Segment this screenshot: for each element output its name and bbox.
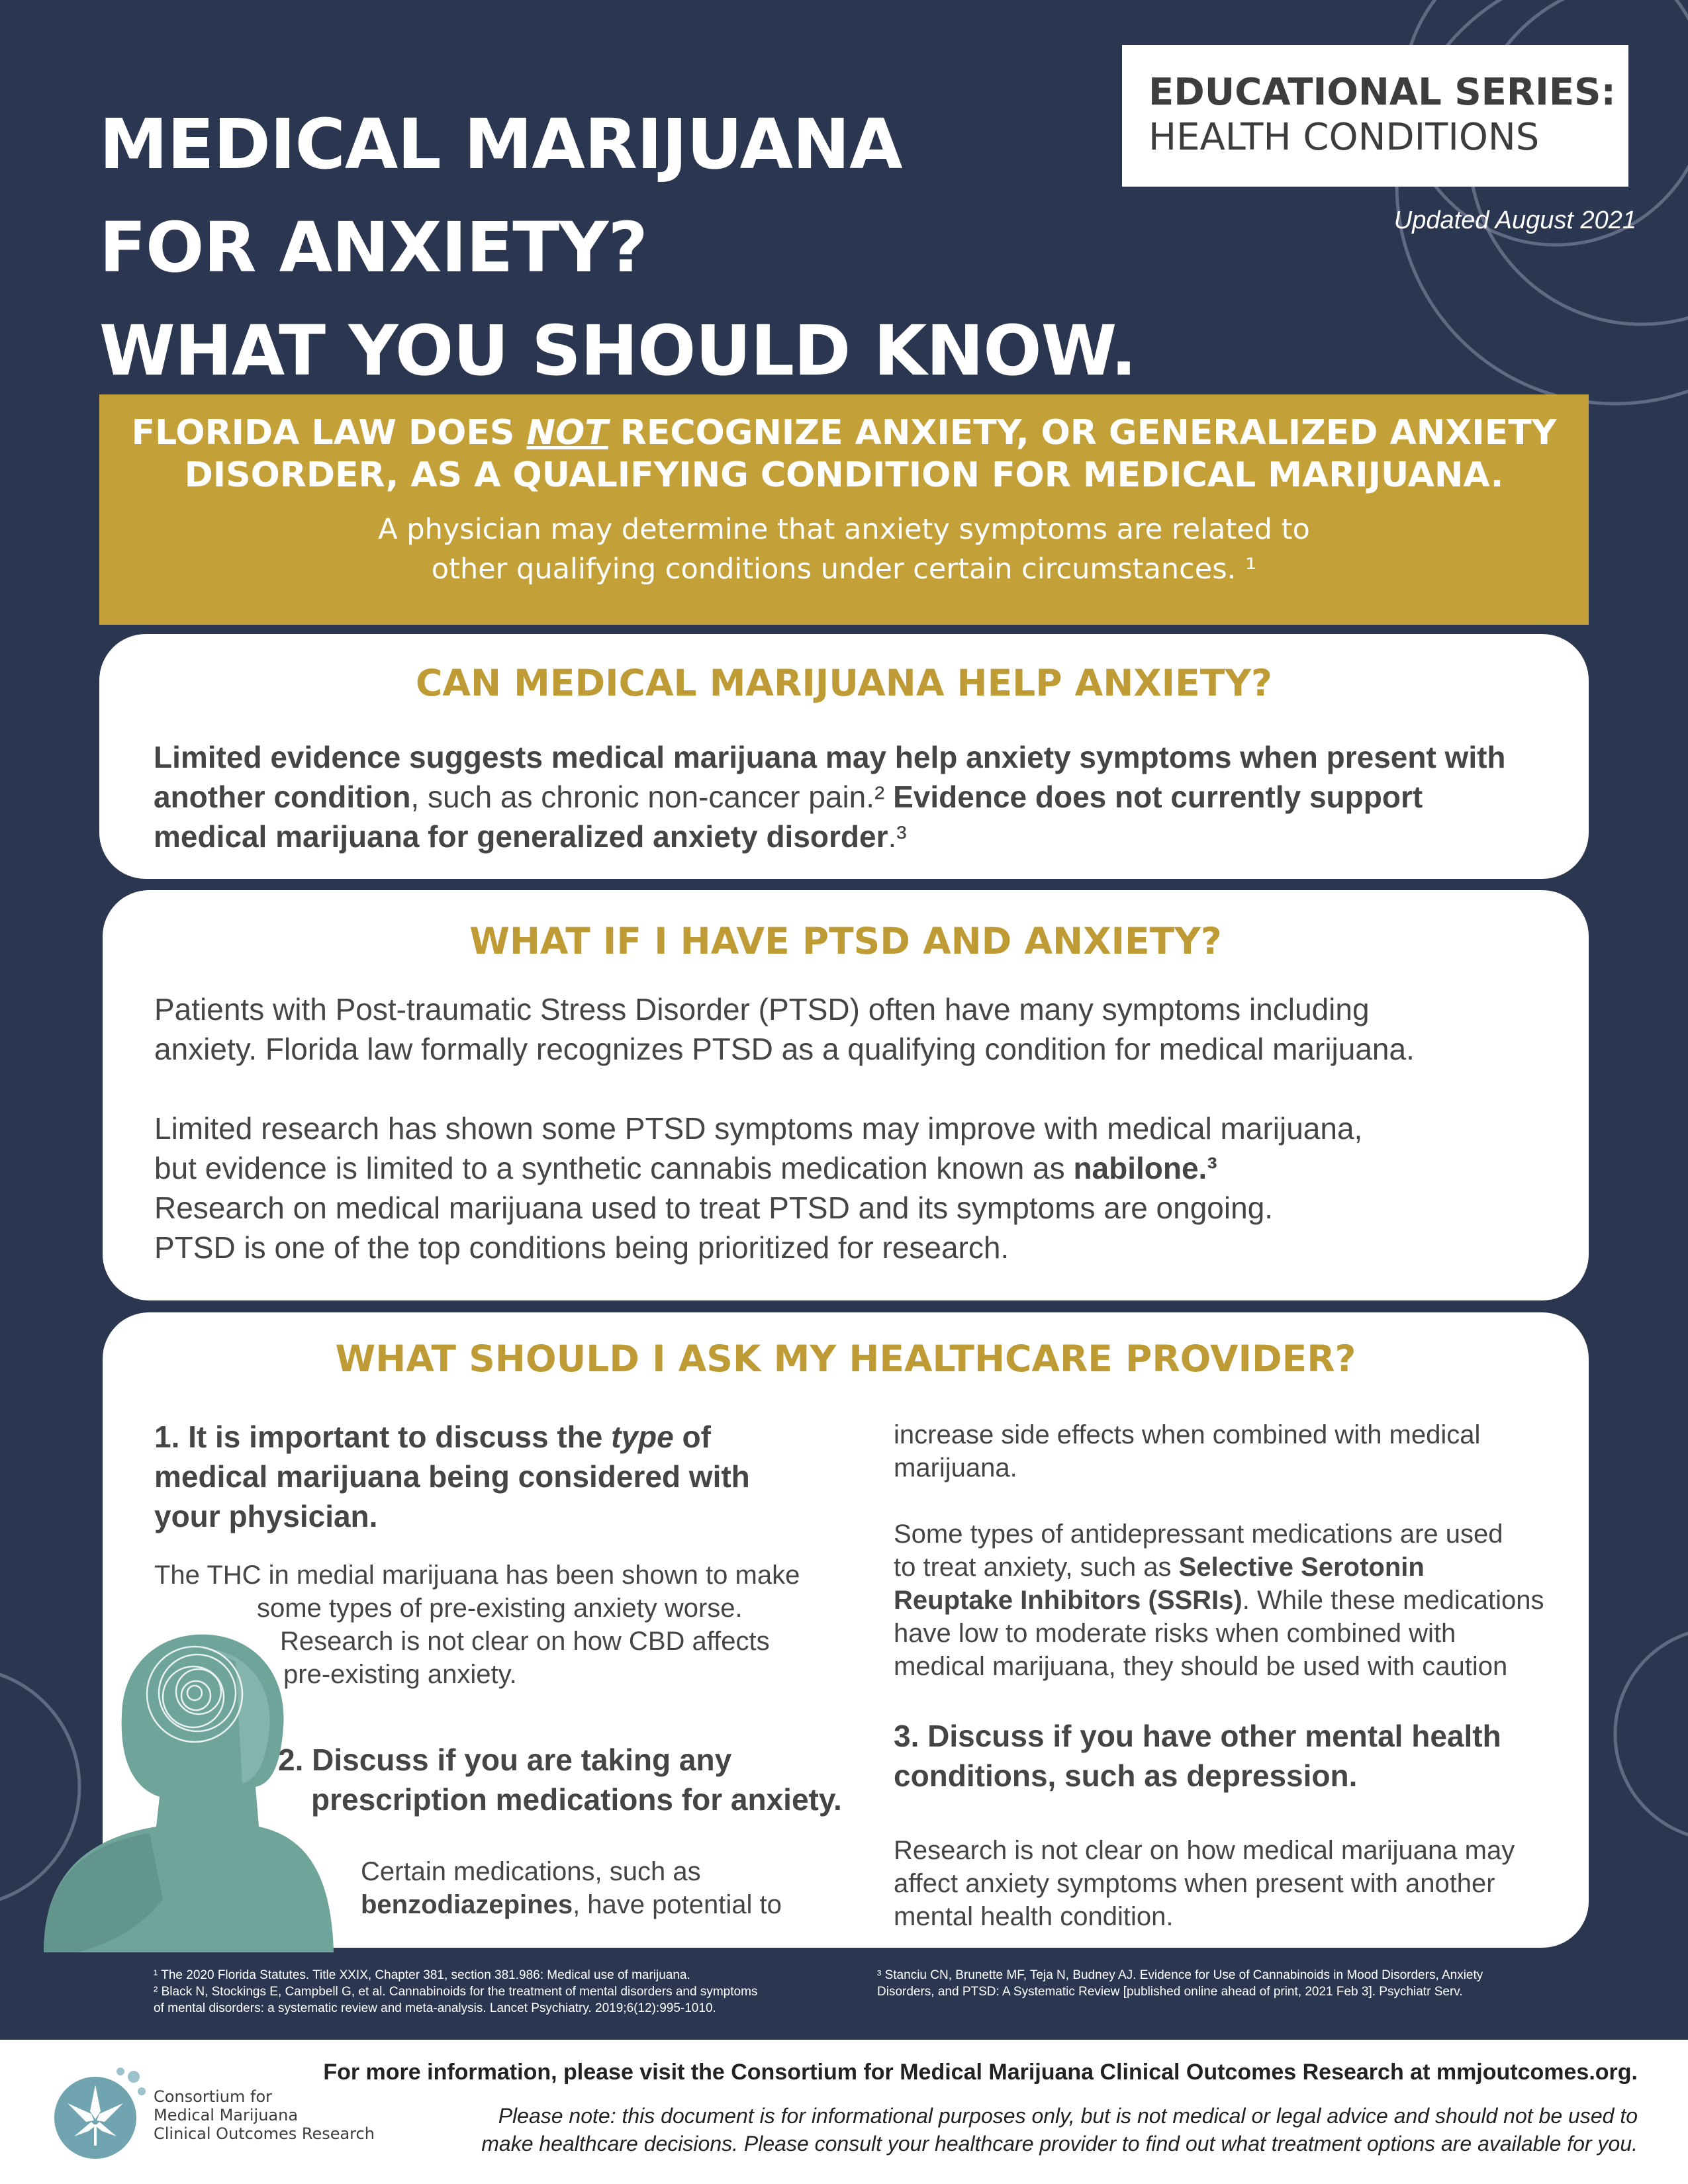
org-line: Medical Marijuana bbox=[154, 2106, 299, 2124]
text-line: marijuana. bbox=[894, 1453, 1017, 1482]
section-body bbox=[154, 737, 1506, 856]
text-line: pre-existing anxiety. bbox=[283, 1660, 517, 1689]
updated-date: Updated August 2021 bbox=[1393, 206, 1636, 234]
body-line: Limited research has shown some PTSD symptoms may improve with medical marijuana, bbox=[154, 1111, 1363, 1146]
ssri-paragraph bbox=[894, 1518, 1544, 1683]
heading-text: of bbox=[673, 1420, 711, 1454]
law-banner-subtext bbox=[99, 510, 1589, 589]
law-banner-sub-1: A physician may determine that anxiety symptoms are related to bbox=[378, 513, 1310, 546]
question-2-text bbox=[361, 1855, 782, 1921]
section-ptsd bbox=[103, 890, 1589, 1300]
references-left bbox=[154, 1967, 757, 2017]
page-title bbox=[99, 93, 1158, 402]
text-line: mental health condition. bbox=[894, 1902, 1174, 1931]
body-text: but evidence is limited to a synthetic cannabis medication known as bbox=[154, 1151, 1074, 1185]
heading-line: your physician. bbox=[154, 1499, 378, 1533]
body-line bbox=[154, 1148, 1362, 1188]
banner-text: RECOGNIZE ANXIETY, OR GENERALIZED ANXIETY bbox=[608, 413, 1557, 453]
bold-text: nabilone.³ bbox=[1073, 1151, 1217, 1185]
body-text: .³ bbox=[888, 819, 907, 854]
italic-text: type bbox=[611, 1420, 674, 1454]
reference-line: Disorders, and PTSD: A Systematic Review [published online ahead of print, 2021 Feb 3]. Psychiatr Serv. bbox=[877, 1985, 1463, 1999]
disclaimer-line: make healthcare decisions. Please consult your healthcare provider to find out what treatment options are available for you. bbox=[481, 2132, 1638, 2156]
consortium-logo-icon bbox=[48, 2065, 147, 2164]
text-line: affect anxiety symptoms when present with another bbox=[894, 1869, 1495, 1898]
law-banner-sub-2: other qualifying conditions under certain circumstances. ¹ bbox=[431, 553, 1257, 586]
reference-line: ³ Stanciu CN, Brunette MF, Teja N, Budney AJ. Evidence for Use of Cannabinoids in Mood Disorders, Anxiety bbox=[877, 1968, 1483, 1982]
bold-text: Reuptake Inhibitors (SSRIs) bbox=[894, 1586, 1243, 1615]
heading-line bbox=[154, 1417, 750, 1457]
text-line bbox=[361, 1888, 782, 1921]
section-title: CAN MEDICAL MARIJUANA HELP ANXIETY? bbox=[416, 662, 1272, 704]
section-can-help bbox=[99, 634, 1589, 879]
section-paragraph bbox=[154, 989, 1415, 1069]
body-text: , such as chronic non-cancer pain.² bbox=[410, 780, 894, 814]
body-line bbox=[154, 817, 1506, 856]
text-line: medical marijuana, they should be used with caution bbox=[894, 1652, 1508, 1681]
title-line-2: FOR ANXIETY? bbox=[99, 207, 647, 288]
heading-line: medical marijuana being considered with bbox=[154, 1459, 750, 1494]
more-info-text: For more information, please visit the Consortium for Medical Marijuana Clinical Outcomes Research at mmjoutcomes.org. bbox=[323, 2060, 1638, 2085]
head-silhouette-icon bbox=[37, 1621, 342, 1952]
question-2-heading bbox=[278, 1740, 842, 1819]
heading-line: prescription medications for anxiety. bbox=[311, 1782, 842, 1817]
text-line: increase side effects when combined with medical bbox=[894, 1420, 1481, 1449]
bold-text: Evidence does not currently support bbox=[893, 780, 1423, 814]
reference-line: ² Black N, Stockings E, Campbell G, et al. Cannabinoids for the treatment of mental disorders and symptoms bbox=[154, 1985, 758, 1999]
body-line bbox=[154, 777, 1506, 817]
org-line: Consortium for bbox=[154, 2087, 273, 2106]
bold-text: Selective Serotonin bbox=[1178, 1553, 1425, 1582]
section-title: WHAT SHOULD I ASK MY HEALTHCARE PROVIDER? bbox=[335, 1338, 1356, 1380]
disclaimer bbox=[481, 2102, 1638, 2158]
heading-line: 3. Discuss if you have other mental health bbox=[894, 1719, 1501, 1753]
body-line: Patients with Post-traumatic Stress Disorder (PTSD) often have many symptoms including bbox=[154, 992, 1370, 1026]
text-line: The THC in medial marijuana has been shown to make bbox=[154, 1561, 800, 1590]
text: , have potential to bbox=[573, 1890, 782, 1919]
heading-line: 2. Discuss if you are taking any bbox=[278, 1743, 732, 1777]
references-right bbox=[877, 1967, 1483, 2000]
title-line-1: MEDICAL MARIJUANA bbox=[99, 104, 902, 185]
body-line: anxiety. Florida law formally recognizes PTSD as a qualifying condition for medical marijuana. bbox=[154, 1032, 1415, 1066]
law-banner-heading bbox=[99, 394, 1589, 496]
question-3-heading bbox=[894, 1716, 1501, 1796]
text-line: have low to moderate risks when combined with bbox=[894, 1619, 1456, 1648]
text-line: Research is not clear on how medical marijuana may bbox=[894, 1836, 1515, 1865]
heading-line: conditions, such as depression. bbox=[894, 1758, 1358, 1793]
text-line bbox=[894, 1551, 1544, 1584]
body-line: Research on medical marijuana used to treat PTSD and its symptoms are ongoing. bbox=[154, 1191, 1274, 1225]
org-line: Clinical Outcomes Research bbox=[154, 2124, 375, 2143]
footer bbox=[0, 2040, 1688, 2184]
text-line: some types of pre-existing anxiety worse. bbox=[257, 1594, 743, 1623]
heading-text: 1. It is important to discuss the bbox=[154, 1420, 612, 1454]
text-line bbox=[894, 1584, 1544, 1617]
body-line: PTSD is one of the top conditions being prioritized for research. bbox=[154, 1230, 1009, 1265]
banner-text: FLORIDA LAW DOES bbox=[131, 413, 527, 453]
text-line: Certain medications, such as bbox=[361, 1857, 701, 1886]
section-title: WHAT IF I HAVE PTSD AND ANXIETY? bbox=[469, 920, 1222, 962]
series-badge bbox=[1122, 45, 1628, 187]
reference-line: of mental disorders: a systematic review and meta-analysis. Lancet Psychiatry. 2019;6(12):995-1010. bbox=[154, 2001, 716, 2015]
series-topic: HEALTH CONDITIONS bbox=[1149, 116, 1540, 159]
section-paragraph bbox=[154, 1109, 1362, 1267]
reference-line: ¹ The 2020 Florida Statutes. Title XXIX, Chapter 381, section 381.986: Medical use of marijuana. bbox=[154, 1968, 690, 1982]
law-banner bbox=[99, 394, 1589, 625]
text-line: Research is not clear on how CBD affects bbox=[280, 1627, 770, 1656]
bold-text: another condition bbox=[154, 780, 411, 814]
question-3-text bbox=[894, 1834, 1515, 1933]
bold-text: benzodiazepines bbox=[361, 1890, 573, 1919]
disclaimer-line: Please note: this document is for informational purposes only, but is not medical or legal advice and should not be used to bbox=[498, 2104, 1638, 2128]
text: . While these medications bbox=[1242, 1586, 1544, 1615]
title-line-3: WHAT YOU SHOULD KNOW. bbox=[99, 310, 1137, 391]
text: to treat anxiety, such as bbox=[894, 1553, 1179, 1582]
series-label: EDUCATIONAL SERIES: bbox=[1149, 71, 1616, 114]
banner-not-emphasis: NOT bbox=[526, 413, 608, 453]
text-line: Some types of antidepressant medications are used bbox=[894, 1520, 1503, 1549]
bold-text: medical marijuana for generalized anxiety disorder bbox=[154, 819, 888, 854]
question-2-continued bbox=[894, 1418, 1480, 1484]
body-line: Limited evidence suggests medical marijuana may help anxiety symptoms when present with bbox=[154, 740, 1506, 774]
question-1-heading bbox=[154, 1417, 750, 1536]
law-banner-line-1 bbox=[99, 412, 1589, 454]
consortium-name bbox=[154, 2087, 375, 2143]
law-banner-line-2: DISORDER, AS A QUALIFYING CONDITION FOR MEDICAL MARIJUANA. bbox=[184, 455, 1504, 495]
